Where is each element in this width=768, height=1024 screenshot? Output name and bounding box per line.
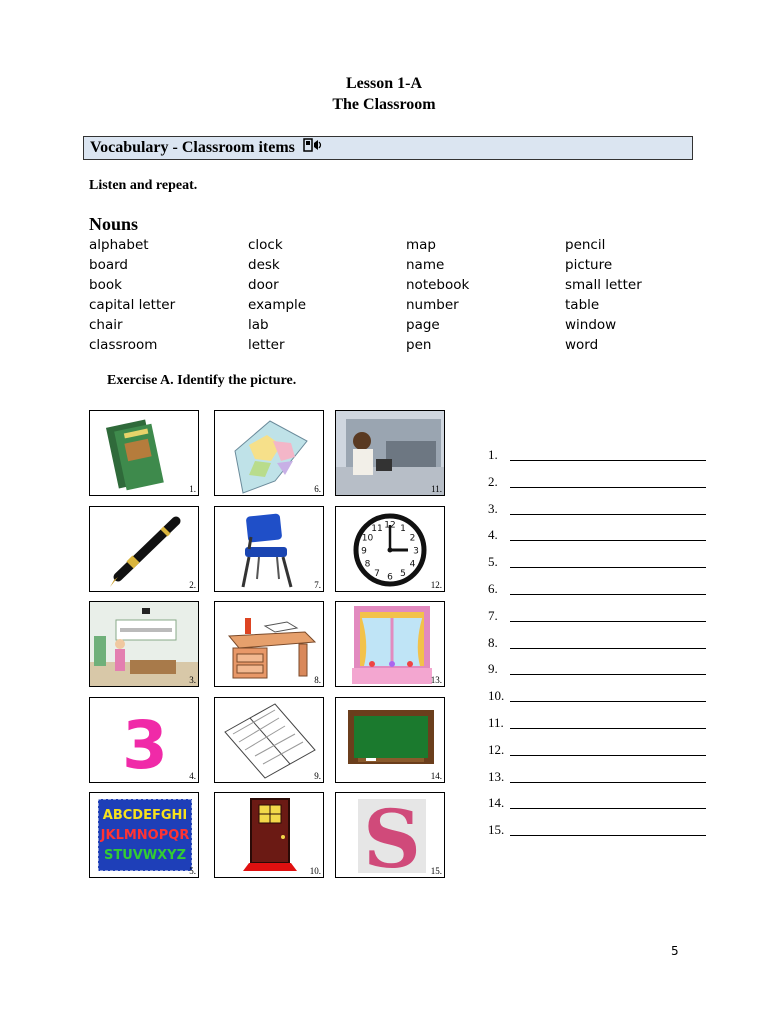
- svg-text:STUVWXYZ: STUVWXYZ: [103, 848, 187, 863]
- noun-word: table: [565, 297, 600, 313]
- picture-14: [335, 697, 445, 783]
- noun-word: clock: [248, 237, 283, 253]
- answer-blank[interactable]: [510, 567, 706, 568]
- answer-line[interactable]: [488, 742, 708, 758]
- picture-number: 10.: [309, 866, 321, 876]
- answer-line[interactable]: [488, 474, 708, 490]
- picture-2: [89, 506, 199, 592]
- board-icon: [336, 698, 445, 783]
- answer-line[interactable]: [488, 688, 708, 704]
- door-icon: [215, 793, 324, 878]
- noun-word: alphabet: [89, 237, 149, 253]
- answer-number: 2.: [488, 473, 498, 489]
- picture-number: 6.: [314, 484, 321, 494]
- window-icon: [336, 602, 445, 687]
- noun-word: map: [406, 237, 436, 253]
- answer-line[interactable]: [488, 501, 708, 517]
- nouns-heading: Nouns: [89, 214, 139, 234]
- answer-blank[interactable]: [510, 755, 706, 756]
- picture-10: [214, 792, 324, 878]
- answer-number: 11.: [488, 715, 504, 730]
- svg-text:8: 8: [364, 559, 371, 570]
- audio-speaker-icon[interactable]: [303, 137, 323, 160]
- answer-number: 8.: [488, 634, 498, 650]
- answer-number: 10.: [488, 688, 505, 704]
- answer-number: 12.: [488, 741, 505, 757]
- book-icon: [90, 411, 199, 496]
- answer-line[interactable]: [488, 715, 708, 731]
- picture-12: [335, 506, 445, 592]
- answer-number: 9.: [488, 661, 498, 677]
- chair-icon: [215, 507, 324, 592]
- noun-word: picture: [565, 257, 613, 273]
- noun-word: letter: [248, 337, 285, 353]
- svg-text:JKLMNOPQR: JKLMNOPQR: [100, 828, 190, 843]
- answer-line[interactable]: [488, 635, 708, 651]
- picture-5: [89, 792, 199, 878]
- picture-number: 7.: [314, 580, 321, 590]
- answer-blank[interactable]: [510, 782, 706, 783]
- noun-word: pencil: [565, 237, 606, 253]
- picture-6: [214, 410, 324, 496]
- answer-blank[interactable]: [510, 728, 706, 729]
- picture-number: 13.: [430, 675, 442, 685]
- picture-15: [335, 792, 445, 878]
- answer-number: 3.: [488, 500, 498, 516]
- picture-number: 3.: [189, 675, 196, 685]
- noun-word: capital letter: [89, 297, 176, 313]
- svg-text:12: 12: [384, 520, 396, 531]
- answer-line[interactable]: [488, 527, 708, 543]
- picture-13: [335, 601, 445, 687]
- noun-word: window: [565, 317, 617, 333]
- answer-blank[interactable]: [510, 594, 706, 595]
- svg-text:7: 7: [374, 569, 380, 579]
- answer-blank[interactable]: [510, 621, 706, 622]
- svg-text:2: 2: [409, 533, 416, 544]
- answer-number: 6.: [488, 581, 498, 596]
- picture-number: 15.: [430, 866, 442, 876]
- page-number: 5: [671, 944, 679, 958]
- svg-text:3: 3: [413, 546, 419, 557]
- noun-word: book: [89, 277, 122, 293]
- noun-word: notebook: [406, 277, 470, 293]
- notebook-icon: [215, 698, 324, 783]
- noun-word: board: [89, 257, 128, 273]
- answer-blank[interactable]: [510, 835, 706, 836]
- answer-blank[interactable]: [510, 487, 706, 488]
- answer-line[interactable]: [488, 447, 708, 463]
- noun-word: door: [248, 277, 279, 293]
- noun-word: name: [406, 257, 445, 273]
- clock-icon: [336, 507, 445, 592]
- map-icon: [215, 411, 324, 496]
- answer-line[interactable]: [488, 769, 708, 785]
- page-subtitle: The Classroom: [332, 96, 436, 113]
- answer-line[interactable]: [488, 822, 708, 838]
- noun-word: page: [406, 317, 440, 333]
- svg-text:3: 3: [122, 707, 168, 784]
- picture-11: [335, 410, 445, 496]
- answer-blank[interactable]: [510, 674, 706, 675]
- svg-text:1: 1: [400, 524, 406, 534]
- svg-text:5: 5: [400, 569, 406, 579]
- answer-blank[interactable]: [510, 808, 706, 809]
- lesson-title: Lesson 1-A: [345, 75, 422, 92]
- desk-icon: [215, 602, 324, 687]
- svg-text:S: S: [363, 793, 421, 879]
- picture-4: [89, 697, 199, 783]
- noun-word: pen: [406, 337, 432, 353]
- answer-blank[interactable]: [510, 460, 706, 461]
- answer-number: 14.: [488, 795, 505, 811]
- picture-number: 1.: [189, 484, 196, 494]
- answer-number: 15.: [488, 822, 505, 838]
- svg-text:11: 11: [371, 524, 383, 534]
- answer-number: 1.: [488, 447, 498, 462]
- noun-word: example: [248, 297, 307, 313]
- picture-number: 2.: [189, 580, 196, 590]
- picture-3: [89, 601, 199, 687]
- picture-number: 9.: [314, 771, 321, 781]
- noun-word: word: [565, 337, 599, 353]
- svg-text:ABCDEFGHI: ABCDEFGHI: [102, 808, 188, 823]
- noun-word: classroom: [89, 337, 158, 353]
- answer-number: 5.: [488, 554, 498, 570]
- alphabet-icon: [90, 793, 199, 878]
- picture-1: [89, 410, 199, 496]
- answer-blank[interactable]: [510, 514, 706, 515]
- answer-blank[interactable]: [510, 540, 706, 541]
- number-icon: [90, 698, 199, 783]
- picture-8: [214, 601, 324, 687]
- svg-text:10: 10: [361, 533, 374, 544]
- noun-word: small letter: [565, 277, 642, 293]
- answer-number: 7.: [488, 607, 498, 623]
- picture-number: 12.: [430, 580, 442, 590]
- letter-icon: [336, 793, 445, 878]
- exercise-title: Exercise A. Identify the picture.: [107, 373, 297, 388]
- noun-word: desk: [248, 257, 280, 273]
- answer-line[interactable]: [488, 554, 708, 570]
- answer-line[interactable]: [488, 661, 708, 677]
- answer-line[interactable]: [488, 608, 708, 624]
- answer-number: 4.: [488, 527, 498, 543]
- picture-number: 8.: [314, 675, 321, 685]
- lab-icon: [336, 411, 445, 496]
- picture-7: [214, 506, 324, 592]
- picture-9: [214, 697, 324, 783]
- instruction-text: Listen and repeat.: [89, 178, 198, 193]
- answer-blank[interactable]: [510, 648, 706, 649]
- vocabulary-banner: [83, 136, 693, 160]
- picture-number: 14.: [430, 771, 442, 781]
- answer-line[interactable]: [488, 795, 708, 811]
- noun-word: chair: [89, 317, 123, 333]
- picture-number: 5.: [189, 866, 196, 876]
- picture-number: 11.: [431, 484, 442, 494]
- svg-text:6: 6: [387, 572, 393, 583]
- pen-icon: [90, 507, 199, 592]
- banner-label: Vocabulary - Classroom items: [90, 139, 295, 157]
- noun-word: number: [406, 297, 459, 313]
- answer-blank[interactable]: [510, 701, 706, 702]
- picture-number: 4.: [189, 771, 196, 781]
- svg-text:4: 4: [409, 559, 416, 570]
- answer-number: 13.: [488, 768, 505, 784]
- noun-word: lab: [248, 317, 269, 333]
- classroom-icon: [90, 602, 199, 687]
- svg-text:9: 9: [361, 546, 367, 557]
- answer-line[interactable]: [488, 581, 708, 597]
